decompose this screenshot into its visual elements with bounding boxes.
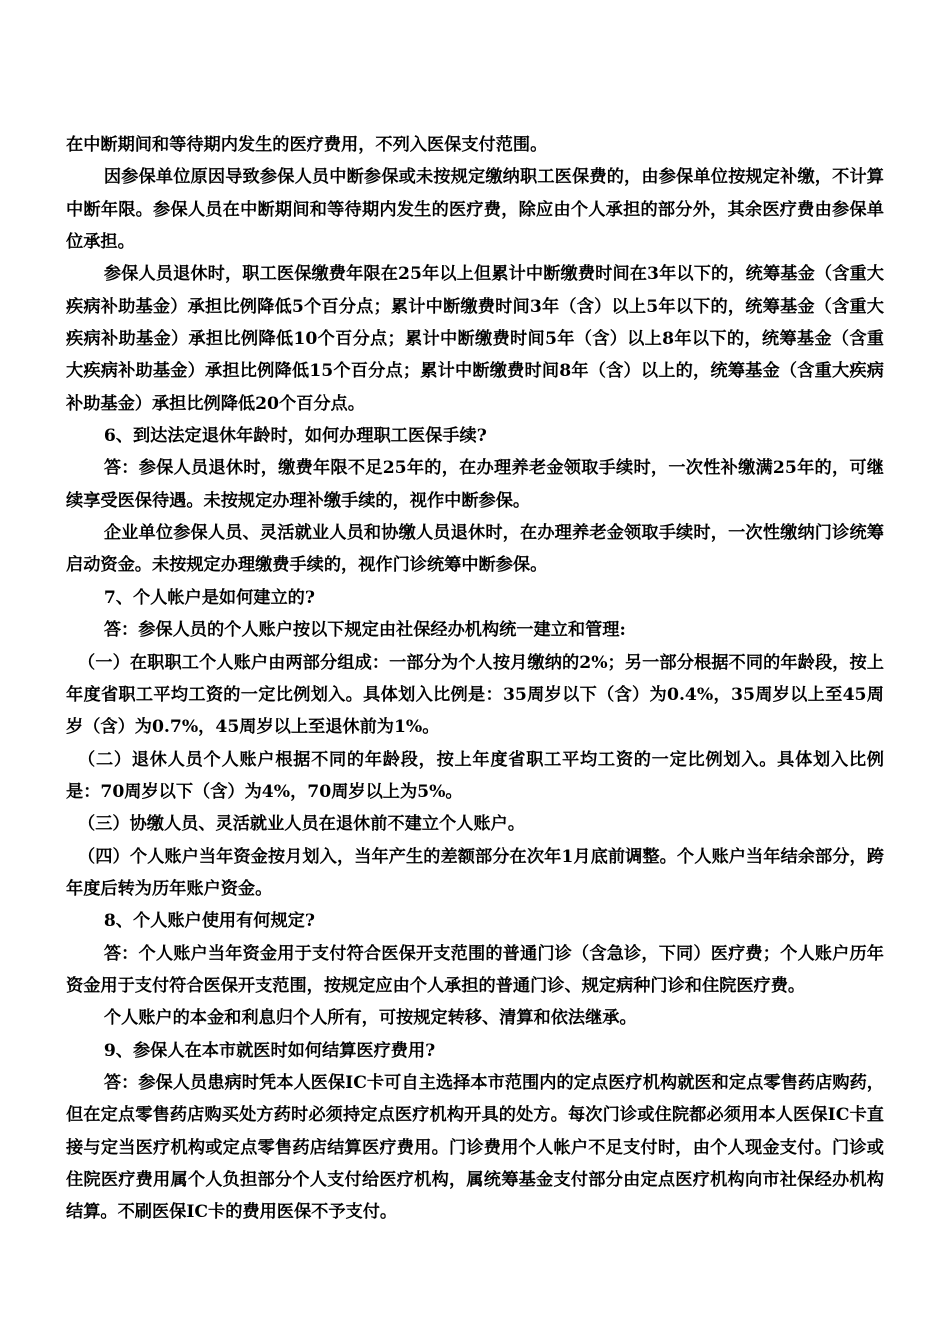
item-7-3: （三）协缴人员、灵活就业人员在退休前不建立个人账户。 bbox=[78, 814, 525, 835]
paragraph-retirement-reduction: 参保人员退休时，职工医保缴费年限在25年以上但累计中断缴费时间在3年以下的，统筹基金（含重大疾病补助基金）承担比例降低5个百分点；累计中断缴费时间3年（含）以上5年以下的，统筹基金（含重大疾病补助基金）承担比例降低10个百分点；累计中断缴费时间5年（含）以上8年以下的，统筹基金（含重大疾病补助基金）承担比例降低15个百分点；累计中断缴费时间8年（含）以上的，统筹基金（含重大疾病补助基金）承担比例降低20个百分点。 bbox=[66, 264, 884, 414]
question-6: 6、到达法定退休年龄时，如何办理职工医保手续? bbox=[103, 426, 487, 447]
answer-8: 答：个人账户当年资金用于支付符合医保开支范围的普通门诊（含急诊，下同）医疗费；个人账户历年资金用于支付符合医保开支范围，按规定应由个人承担的普通门诊、规定病种门诊和住院医疗费。 bbox=[66, 943, 884, 996]
item-7-4: （四）个人账户当年资金按月划入，当年产生的差额部分在次年1月底前调整。个人账户当年结余部分，跨年度后转为历年账户资金。 bbox=[66, 846, 884, 899]
question-7: 7、个人帐户是如何建立的? bbox=[103, 587, 315, 608]
paragraph-unit-responsibility: 因参保单位原因导致参保人员中断参保或未按规定缴纳职工医保费的，由参保单位按规定补缴，不计算中断年限。参保人员在中断期间和等待期内发生的医疗费，除应由个人承担的部分外，其余医疗费由参保单位承担。 bbox=[66, 167, 884, 253]
question-8: 8、个人账户使用有何规定? bbox=[103, 911, 315, 932]
document-body bbox=[66, 129, 884, 1229]
item-7-2: （二）退休人员个人账户根据不同的年龄段，按上年度省职工平均工资的一定比例划入。具体划入比例是：70周岁以下（含）为4%，70周岁以上为5%。 bbox=[66, 749, 884, 802]
paragraph-outpatient-fund: 企业单位参保人员、灵活就业人员和协缴人员退休时，在办理养老金领取手续时，一次性缴纳门诊统筹启动资金。未按规定办理缴费手续的，视作门诊统筹中断参保。 bbox=[66, 523, 884, 576]
question-9: 9、参保人在本市就医时如何结算医疗费用? bbox=[103, 1040, 436, 1061]
paragraph-account-ownership: 个人账户的本金和利息归个人所有，可按规定转移、清算和依法继承。 bbox=[103, 1008, 637, 1029]
item-7-1: （一）在职职工个人账户由两部分组成：一部分为个人按月缴纳的2%；另一部分根据不同的年龄段，按上年度省职工平均工资的一定比例划入。具体划入比例是：35周岁以下（含）为0.4%，35周岁以上至45周岁（含）为0.7%，45周岁以上至退休前为1%。 bbox=[66, 652, 884, 738]
paragraph-continuation: 在中断期间和等待期内发生的医疗费用，不列入医保支付范围。 bbox=[66, 135, 548, 155]
answer-6: 答：参保人员退休时，缴费年限不足25年的，在办理养老金领取手续时，一次性补缴满25年的，可继续享受医保待遇。未按规定办理补缴手续的，视作中断参保。 bbox=[66, 458, 884, 511]
answer-7: 答：参保人员的个人账户按以下规定由社保经办机构统一建立和管理: bbox=[103, 620, 626, 641]
answer-9: 答：参保人员患病时凭本人医保IC卡可自主选择本市范围内的定点医疗机构就医和定点零售药店购药，但在定点零售药店购买处方药时必须持定点医疗机构开具的处方。每次门诊或住院都必须用本人医保IC卡直接与定当医疗机构或定点零售药店结算医疗费用。门诊费用个人帐户不足支付时，由个人现金支付。门诊或住院医疗费用属个人负担部分个人支付给医疗机构，属统筹基金支付部分由定点医疗机构向市社保经办机构结算。不刷医保IC卡的费用医保不予支付。 bbox=[66, 1072, 884, 1223]
